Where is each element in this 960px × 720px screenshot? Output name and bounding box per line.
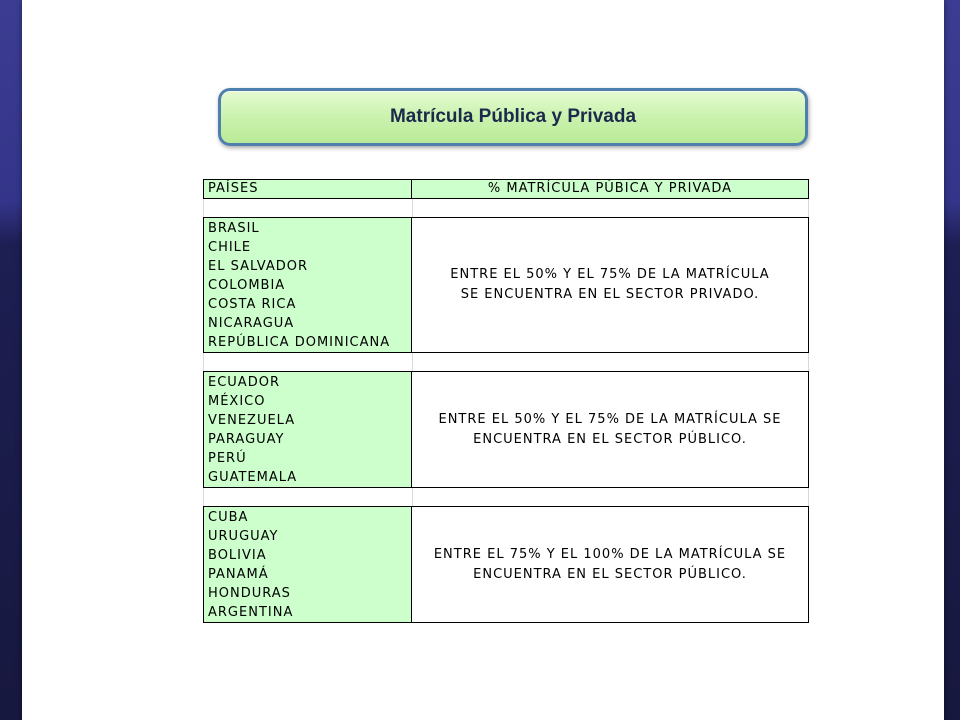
table-spacer [203,199,809,217]
table-row-group-1 [203,217,809,353]
description-line: ENTRE EL 75% Y EL 100% DE LA MATRÍCULA SE [433,546,787,562]
country-name: BOLIVIA [208,548,267,563]
description-line: ENCUENTRA EN EL SECTOR PÚBLICO. [473,566,747,582]
country-name: COLOMBIA [208,278,286,293]
country-name: URUGUAY [208,529,279,544]
description-cell [412,217,809,353]
country-name: CUBA [208,510,249,525]
table-row-group-3 [203,506,809,623]
title-banner [218,88,808,146]
country-name: NICARAGUA [208,316,295,331]
country-name: GUATEMALA [208,470,298,485]
description-line: ENCUENTRA EN EL SECTOR PÚBLICO. [473,431,747,447]
country-name: PARAGUAY [208,432,285,447]
countries-cell [203,217,412,353]
country-name: ECUADOR [208,375,280,390]
countries-cell [203,506,412,623]
country-name: ARGENTINA [208,605,294,620]
country-name: EL SALVADOR [208,259,309,274]
country-name: HONDURAS [208,586,291,601]
description-cell [412,371,809,488]
description-line: SE ENCUENTRA EN EL SECTOR PRIVADO. [460,287,760,302]
country-name: PANAMÁ [208,567,269,582]
description-cell [412,506,809,623]
country-name: PERÚ [208,451,247,466]
country-name: REPÚBLICA DOMINICANA [208,335,391,350]
slide-title: Matrícula Pública y Privada [389,106,637,127]
table-spacer [203,353,809,371]
country-name: CHILE [208,240,252,255]
country-name: BRASIL [208,221,260,236]
header-enrollment: % MATRÍCULA PÚBICA Y PRIVADA [412,179,809,199]
countries-cell [203,371,412,488]
country-name: COSTA RICA [208,297,297,312]
table-spacer [203,488,809,506]
description-line: ENTRE EL 50% Y EL 75% DE LA MATRÍCULA [450,267,770,282]
table-header-row [203,179,809,199]
slide [22,0,944,720]
country-name: MÉXICO [208,394,266,409]
country-name: VENEZUELA [208,413,296,428]
description-line: ENTRE EL 50% Y EL 75% DE LA MATRÍCULA SE [438,411,782,427]
table-row-group-2 [203,371,809,488]
enrollment-table [203,179,809,623]
header-countries: PAÍSES [203,179,412,199]
